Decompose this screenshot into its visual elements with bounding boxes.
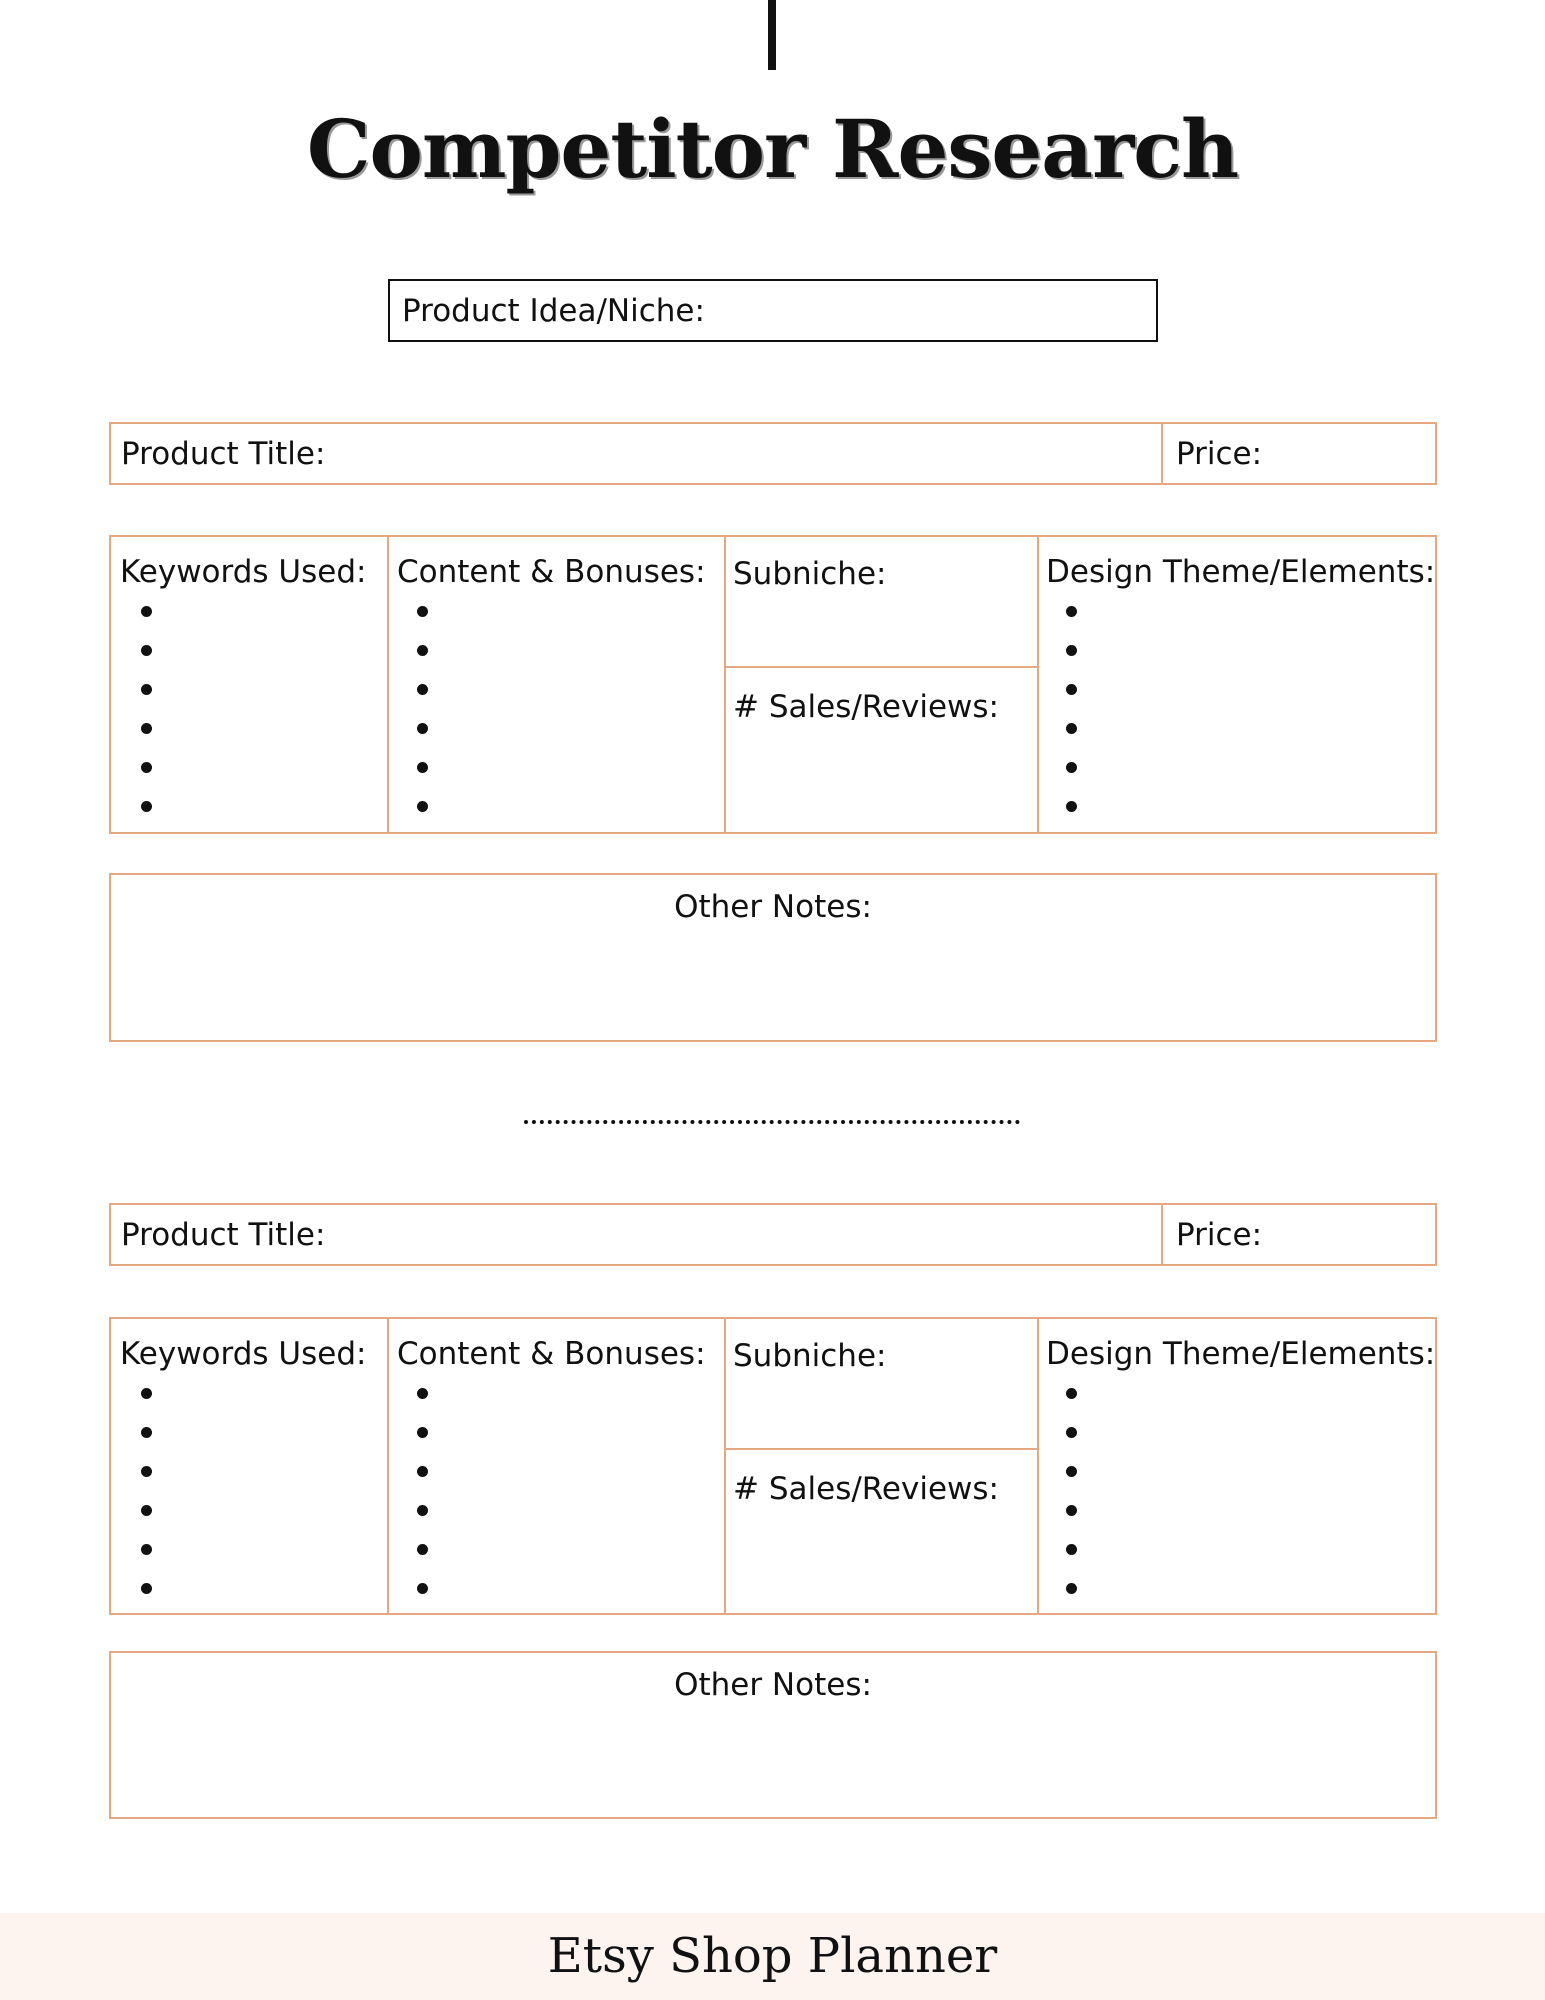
price-label: Price: — [1176, 1217, 1263, 1253]
title-price-divider — [1161, 424, 1163, 483]
design-theme-label: Design Theme/Elements: — [1046, 1336, 1436, 1372]
footer-brand: Etsy Shop Planner — [0, 1913, 1545, 2000]
design-theme-label: Design Theme/Elements: — [1046, 554, 1436, 590]
product-title-row-1 — [109, 422, 1437, 485]
other-notes-box-2[interactable] — [109, 1651, 1437, 1819]
product-idea-field[interactable] — [388, 279, 1158, 342]
grid-divider — [724, 537, 726, 832]
subniche-divider — [726, 666, 1037, 668]
sales-reviews-label: # Sales/Reviews: — [733, 689, 999, 725]
details-grid-2 — [109, 1317, 1437, 1615]
product-idea-label: Product Idea/Niche: — [402, 293, 705, 329]
details-grid-1 — [109, 535, 1437, 834]
subniche-label: Subniche: — [733, 556, 887, 592]
title-price-divider — [1161, 1205, 1163, 1264]
grid-divider — [387, 537, 389, 832]
grid-divider — [1037, 537, 1039, 832]
other-notes-label: Other Notes: — [674, 1667, 872, 1703]
grid-divider — [1037, 1319, 1039, 1613]
page-title: Competitor Research — [306, 102, 1239, 196]
subniche-divider — [726, 1448, 1037, 1450]
section-divider — [524, 1120, 1020, 1124]
product-title-row-2 — [109, 1203, 1437, 1266]
content-bonuses-label: Content & Bonuses: — [397, 1336, 706, 1372]
other-notes-label: Other Notes: — [674, 889, 872, 925]
top-binding-bar — [768, 0, 776, 70]
grid-divider — [724, 1319, 726, 1613]
product-title-label: Product Title: — [121, 436, 326, 472]
subniche-label: Subniche: — [733, 1338, 887, 1374]
keywords-label: Keywords Used: — [120, 554, 367, 590]
content-bonuses-label: Content & Bonuses: — [397, 554, 706, 590]
grid-divider — [387, 1319, 389, 1613]
price-label: Price: — [1176, 436, 1263, 472]
other-notes-box-1[interactable] — [109, 873, 1437, 1042]
product-title-label: Product Title: — [121, 1217, 326, 1253]
keywords-label: Keywords Used: — [120, 1336, 367, 1372]
sales-reviews-label: # Sales/Reviews: — [733, 1471, 999, 1507]
